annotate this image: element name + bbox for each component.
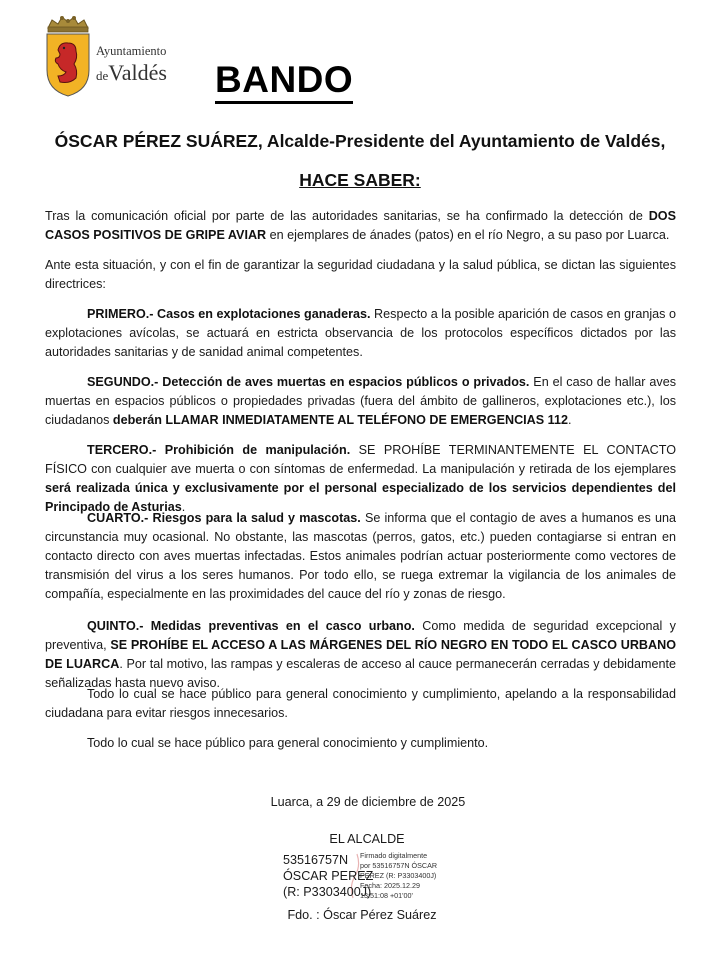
- logo-text-valdes: [96, 60, 167, 86]
- digital-signature-details: [360, 851, 437, 901]
- primero-paragraph: [45, 305, 676, 362]
- primero-heading: PRIMERO.- Casos en explotaciones ganaderas.: [87, 307, 371, 321]
- issuer-heading: ÓSCAR PÉREZ SUÁREZ, Alcalde-Presidente del Ayuntamiento de Valdés,: [54, 131, 666, 151]
- hace-saber-heading: HACE SABER:: [299, 170, 421, 190]
- signer-role: EL ALCALDE: [329, 832, 405, 846]
- digital-sig-line: Fecha: 2025.12.29: [360, 881, 420, 890]
- intro-paragraph: [45, 207, 676, 245]
- tercero-body: SE PROHÍBE TERMINANTEMENTE EL CONTACTO FÍSICO con cualquier ave muerta o con síntomas de enfermedad. La manipulación y retirada de los ejemplares: [45, 443, 676, 476]
- intro-text-end: en ejemplares de ánades (patos) en el río Negro, a su paso por Luarca.: [266, 228, 670, 242]
- certificate-name: ÓSCAR PEREZ: [283, 869, 374, 883]
- closing-paragraph-1: Todo lo cual se hace público para general conocimiento y cumplimiento, apelando a la responsabilidad ciudadana para evitar riesgos innecesarios.: [45, 687, 676, 720]
- digital-sig-line: Firmado digitalmente: [360, 851, 428, 860]
- logo-text-valdes-name: Valdés: [108, 60, 167, 85]
- primero-body: Respecto a la posible aparición de casos en granjas o explotaciones avícolas, se actuará en estricta observancia de los protocolos específicos dictados por las autoridades sanitarias y de sanidad animal competentes.: [45, 307, 676, 359]
- segundo-heading: SEGUNDO.- Detección de aves muertas en espacios públicos o privados.: [87, 375, 530, 389]
- cuarto-heading: CUARTO.- Riesgos para la salud y mascotas.: [87, 511, 361, 525]
- certificate-entity: (R: P3303400J): [283, 885, 372, 899]
- segundo-bold: deberán LLAMAR INMEDIATAMENTE AL TELÉFONO DE EMERGENCIAS 112: [112, 413, 568, 427]
- digital-sig-line: PEREZ (R: P3303400J): [360, 871, 437, 880]
- digital-sig-line: 13:51:08 +01'00': [360, 891, 413, 900]
- document-title: BANDO: [215, 60, 353, 104]
- digital-sig-line: por 53516757N ÓSCAR: [360, 861, 438, 870]
- quinto-paragraph: [45, 617, 676, 693]
- directives-paragraph: Ante esta situación, y con el fin de garantizar la seguridad ciudadana y la salud pública, se dictan las siguientes directrices:: [45, 258, 676, 291]
- tercero-paragraph: [45, 441, 676, 517]
- intro-text: Tras la comunicación oficial por parte de las autoridades sanitarias, se ha confirmado la detección de: [45, 209, 649, 223]
- tercero-end: .: [181, 500, 186, 514]
- tercero-bold: será realizada única y exclusivamente por el personal especializado de los servicios dependientes del Principado de Asturias: [45, 481, 676, 514]
- quinto-body: Como medida de seguridad excepcional y preventiva,: [45, 619, 676, 652]
- segundo-end: .: [567, 413, 572, 427]
- segundo-body: En el caso de hallar aves muertas en espacios públicos o propiedades privadas (fuera del ámbito de gallineros, explotaciones etc.), los ciudadanos: [45, 375, 677, 427]
- segundo-paragraph: [45, 373, 676, 430]
- intro-bold: DOS CASOS POSITIVOS DE GRIPE AVIAR: [45, 209, 676, 242]
- place-date: Luarca, a 29 de diciembre de 2025: [270, 795, 466, 809]
- quinto-bold: SE PROHÍBE EL ACCESO A LAS MÁRGENES DEL RÍO NEGRO EN TODO EL CASCO URBANO DE LUARCA: [45, 638, 676, 671]
- tercero-heading: TERCERO.- Prohibición de manipulación.: [87, 443, 351, 457]
- coat-of-arms-icon: [44, 14, 92, 98]
- cuarto-body: Se informa que el contagio de aves a humanos es una circunstancia muy ocasional. No obstante, las mascotas (perros, gatos, etc.) pueden contagiarse si entran en contacto directo con aves muertas infectadas. Estos animales podrían actuar posteriormente como vectores de transmisión del virus a los seres humanos. Por todo ello, se ruega extremar la vigilancia de los animales de compañía, especialmente en las proximidades del cauce del río y zonas de riesgo.: [45, 511, 676, 601]
- signed-by: Fdo. : Óscar Pérez Suárez: [287, 908, 437, 922]
- quinto-end: . Por tal motivo, las rampas y escaleras de acceso al cauce permanecerán cerradas y debidamente señalizadas hasta nuevo aviso.: [45, 657, 676, 690]
- logo-text-de: de: [96, 68, 109, 83]
- certificate-id: 53516757N: [283, 853, 349, 867]
- logo-text-ayuntamiento: Ayuntamiento: [96, 44, 167, 58]
- cuarto-paragraph: [45, 509, 676, 604]
- quinto-heading: QUINTO.- Medidas preventivas en el casco urbano.: [87, 619, 415, 633]
- ayuntamiento-logo: [44, 14, 170, 98]
- closing-paragraph-2: Todo lo cual se hace público para general conocimiento y cumplimiento.: [87, 736, 489, 750]
